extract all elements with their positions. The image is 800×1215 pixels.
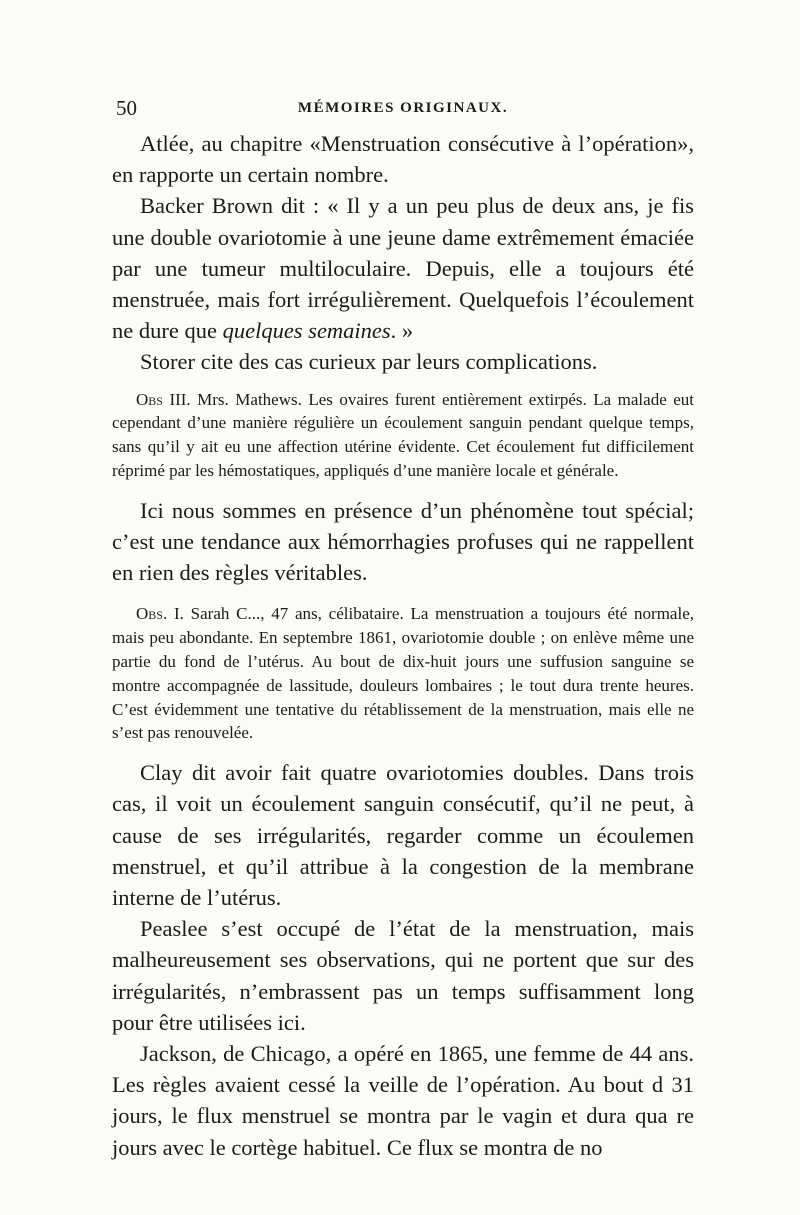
- paragraph-backer-brown: [112, 190, 694, 346]
- paragraph-atlee: Atlée, au chapitre «Menstruation consécutive à l’opération», en rapporte un certain nombre.: [112, 131, 694, 188]
- paragraph-peaslee: Peaslee s’est occupé de l’état de la menstruation, mais malheureusement ses observations, qui ne portent que sur des irrégularités, n’embrassent pas un temps suffisamment long pour être utilisées ici.: [112, 916, 694, 1035]
- page-number: 50: [116, 96, 137, 120]
- book-page: [112, 96, 694, 1163]
- observation-1: [112, 602, 694, 745]
- backer-brown-end: . »: [390, 318, 414, 344]
- observation-1-text: . I. Sarah C..., 47 ans, célibataire. La menstruation a toujours été normale, mais peu abondante. En septembre 1861, ovariotomie double ; on enlève même une partie du fond de l’utérus. Au bout de dix-huit jours une suffusion sanguine se montre accompagnée de lassitude, douleurs lombaires ; le tout dura trente heures. C’est évidemment une tentative du rétablissement de la menstruation, mais elle ne s’est pas renouvelée.: [112, 604, 694, 743]
- backer-brown-emphasis: quelques semaines: [222, 318, 391, 344]
- paragraph-hemorrhages: Ici nous sommes en présence d’un phénomène tout spécial; c’est une tendance aux hémorrhagies profuses qui ne rappellent en rien des règles véritables.: [112, 497, 694, 586]
- backer-brown-text: Backer Brown dit : « Il y a un peu plus de deux ans, je fis une double ovariotomie à une jeune dame extrêmement émaciée par une tumeur multiloculaire. Depuis, elle a toujours été menstruée, mais fort irrégulièrement. Quelquefois l’écoulement ne dure que: [112, 193, 694, 344]
- observation-1-label: Obs: [136, 604, 163, 624]
- observation-3-text: III. Mrs. Mathews. Les ovaires furent entièrement extirpés. La malade eut cependant d’une manière régulière un écoulement sanguin pendant quelque temps, sans qu’il y ait eu une affection utérine évidente. Cet écoulement fut difficilement réprimé par les hémostatiques, appliqués d’une manière locale et générale.: [112, 389, 694, 481]
- paragraph-clay: Clay dit avoir fait quatre ovariotomies doubles. Dans trois cas, il voit un écoulement sanguin consécutif, qu’il ne peut, à cause de ses irrégularités, regarder comme un écoulemen menstruel, et qu’il attribue à la congestion de la membrane interne de l’utérus.: [112, 760, 694, 911]
- paragraph-storer: Storer cite des cas curieux par leurs complications.: [140, 349, 598, 375]
- running-title: MÉMOIRES ORIGINAUX.: [297, 100, 509, 116]
- paragraph-jackson: Jackson, de Chicago, a opéré en 1865, une femme de 44 ans. Les règles avaient cessé la veille de l’opération. Au bout d 31 jours, le flux menstruel se montra par le vagin et dura qua re jours avec le cortège habituel. Ce flux se montra de no: [112, 1041, 694, 1160]
- observation-3-label: Obs: [136, 389, 163, 409]
- page-header: [112, 96, 694, 128]
- observation-3: [112, 388, 694, 483]
